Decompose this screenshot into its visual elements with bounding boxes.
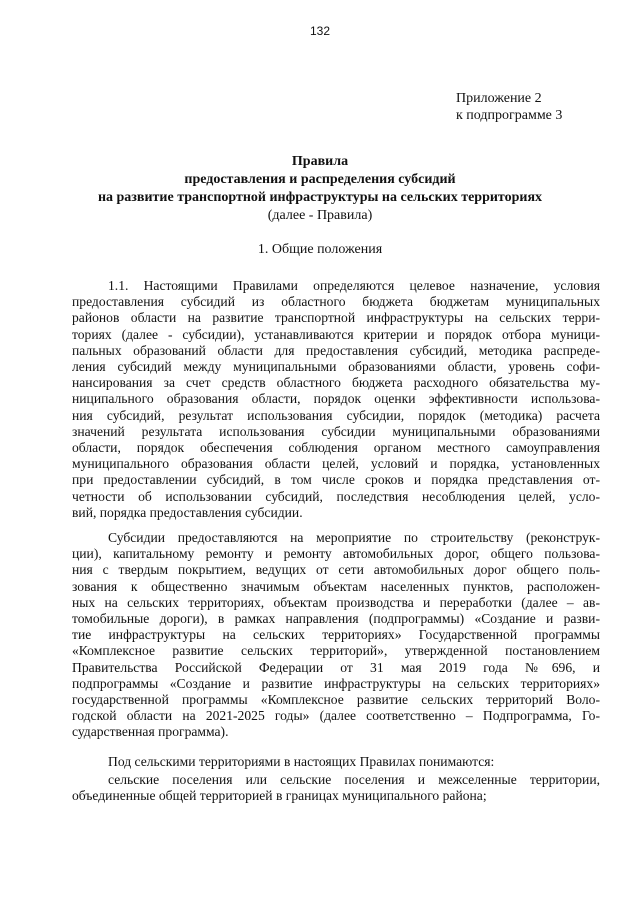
text-line: томобильные дороги), в рамках направления (подпрограммы) «Создание и разви- [72,611,600,627]
paragraph-1 [72,278,600,521]
text-line: нансирования за счет средств областного бюджета расходного обязательства му- [72,375,600,391]
text-line: ния с твердым покрытием, ведущих от сети автомобильных дорог общего поль- [72,562,600,578]
text-line: при предоставлении субсидий, в том числе сроков и порядка представления от- [72,472,600,488]
text-line: ции), капитальному ремонту и ремонту автомобильных дорог, общего пользова- [72,546,600,562]
text-line: ления субсидий между муниципальными образованиями области, уровень софи- [72,359,600,375]
text-line: значений результата использования субсидии муниципальными образованиями [72,423,600,439]
text-line: четности об использовании субсидий, последствия несоблюдения целей, усло- [72,488,600,504]
paragraph-3 [72,754,600,770]
text-line: муниципального образования области целей, условий и порядка, установленных [72,456,600,472]
text-line: «Комплексное развитие сельских территорий», утвержденной постановлением [72,643,600,659]
text-line: районов области на развитие транспортной инфраструктуры на сельских терри- [72,310,600,326]
paragraph-2 [72,530,600,741]
text-line: пальных образований области для предоставления субсидий, методика распреде- [72,342,600,358]
document-title-note: (далее - Правила) [267,208,373,223]
text-line: подпрограммы «Создание и развитие инфраструктуры на сельских территориях» [72,675,600,691]
text-line: Правительства Российской Федерации от 31 мая 2019 года №696, и [72,659,600,675]
text-line: сельские поселения или сельские поселения и межселенные территории, [108,772,600,787]
appendix-line-2: к подпрограмме 3 [456,108,563,123]
paragraph-4 [72,772,600,804]
section-heading: 1. Общие положения [257,242,383,257]
text-line: тие инфраструктуры на сельских территориях» Государственной программы [72,627,600,643]
text-line: ториях (далее - субсидии), устанавливаются критерии и порядок отбора муници- [72,326,600,342]
text-line: области, порядок обеспечения соблюдения органом местного самоуправления [72,440,600,456]
document-title-2: предоставления и распределения субсидий [184,172,456,187]
text-line: вий, порядка предоставления субсидии. [72,504,303,520]
text-line: 1.1. Настоящими Правилами определяются целевое назначение, условия [108,278,600,293]
appendix-line-1: Приложение 2 [456,91,542,106]
text-line: ния субсидий, результат использования субсидии, порядок (методика) расчета [72,407,600,423]
text-line: зования к общественно значимым объектам населенных пунктов, расположен- [72,578,600,594]
appendix-label [456,90,562,124]
text-line: объединенные общей территорией в границах муниципального района; [72,788,487,804]
text-line: Субсидии предоставляются на мероприятие по строительству (реконструк- [108,530,600,545]
text-line: государственной программы «Комплексное развитие сельских территорий Воло- [72,692,600,708]
text-line: ных на сельских территориях, объектам производства и переработки (далее – ав- [72,594,600,610]
document-title-1: Правила [291,154,349,169]
page-number: 132 [309,24,331,38]
text-line: Под сельскими территориями в настоящих Правилах понимаются: [108,754,495,769]
text-line: предоставления субсидий из областного бюджета бюджетам муниципальных [72,294,600,310]
text-line: годской области на 2021-2025 годы» (далее соответственно – Подпрограмма, Го- [72,708,600,724]
text-line: сударственная программа). [72,724,229,740]
text-line: ниципального образования области, порядок оценки эффективности использова- [72,391,600,407]
document-title-3: на развитие транспортной инфраструктуры на сельских территориях [97,190,543,205]
